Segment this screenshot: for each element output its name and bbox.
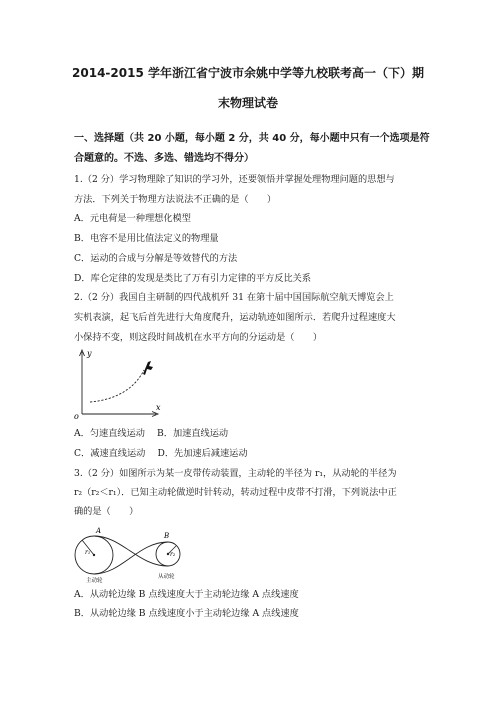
section-heading-line-2: 合题意的。不选、多选、错选均不得分） [74,153,254,164]
q2-trajectory-figure [72,344,172,420]
q3-stem-line-1: 3.（2 分）如图所示为某一皮带传动装置，主动轮的半径为 r₁，从动轮的半径为 [74,468,397,479]
driving-wheel-label: 主动轮 [86,578,103,584]
point-b-label: B [164,532,170,540]
q2-stem-line-3: 小保持不变，则这段时间战机在水平方向的分运动是（ ） [74,332,323,343]
q1-option-a: A．元电荷是一种理想化模型 [74,213,191,224]
center-driving [93,554,95,556]
y-axis-label: y [87,349,92,358]
q2-options-row-2: C．减速直线运动 D．先加速后减速运动 [74,448,248,459]
belt-upper [94,536,168,566]
q1-stem-line-2: 方法．下列关于物理方法说法不正确的是（ ） [74,194,277,205]
q3-option-b: B．从动轮边缘 B 点线速度小于主动轮边缘 A 点线速度 [74,608,299,619]
q2-options-row-1: A．匀速直线运动 B．加速直线运动 [74,428,229,439]
r1-label: r₁ [85,549,91,556]
q3-stem-line-2: r₂（r₂＜r₁）．已知主动轮做逆时针转动，转动过程中皮带不打滑，下列说法中正 [74,487,397,498]
q3-stem-line-3: 确的是（ ） [74,506,139,517]
q1-option-b: B．电容不是用比值法定义的物理量 [74,233,219,244]
q1-option-c: C．运动的合成与分解是等效替代的方法 [74,253,238,264]
exam-title-line-1: 2014-2015 学年浙江省宁波市余姚中学等九校联考高一（下）期 [72,66,424,80]
q3-option-a: A．从动轮边缘 B 点线速度大于主动轮边缘 A 点线速度 [74,589,299,600]
fighter-jet-icon [143,361,153,375]
r2-label: r₂ [170,551,176,558]
driven-wheel-label: 从动轮 [158,574,175,580]
q1-stem-line-1: 1.（2 分）学习物理除了知识的学习外，还要领悟并掌握处理物理问题的思想与 [74,174,395,185]
q2-stem-line-2: 实机表演，起飞后首先进行大角度爬升，运动轨迹如图所示．若爬升过程速度大 [74,312,396,323]
x-axis-label: x [156,403,161,412]
q2-stem-line-1: 2.（2 分）我国自主研制的四代战机歼 31 在第十届中国国际航空航天博览会上 [74,292,394,303]
point-a-label: A [96,527,102,535]
section-heading-line-1: 一、选择题（共 20 小题，每小题 2 分，共 40 分，每小题中只有一个选项是符 [74,133,430,144]
center-driven [167,553,169,555]
exam-title-line-2: 末物理试卷 [217,96,278,110]
q3-belt-drive-figure [72,524,192,584]
q1-option-d: D．库仑定律的发现是类比了万有引力定律的平方反比关系 [74,273,312,284]
origin-label: o [74,412,79,420]
trajectory-curve [90,370,144,402]
